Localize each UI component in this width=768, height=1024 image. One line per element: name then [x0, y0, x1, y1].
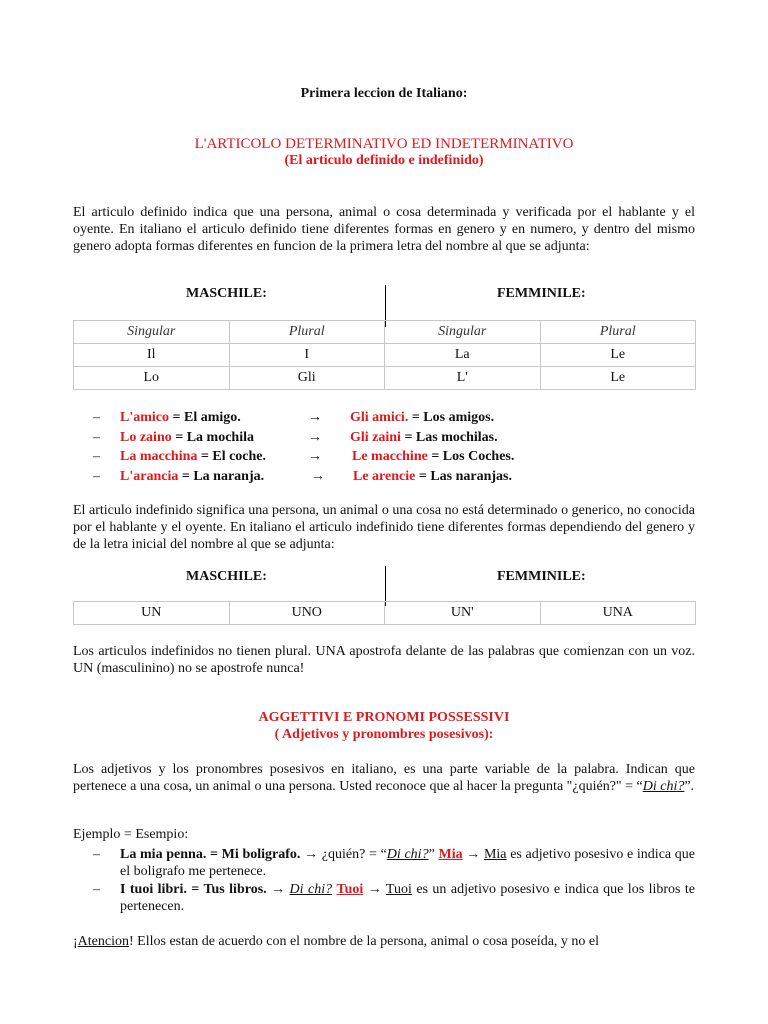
- table-cell: L': [385, 367, 541, 390]
- example-spanish-plural: = Los amigos.: [408, 410, 495, 425]
- example-phrase: La mia penna. = Mi boligrafo.: [120, 847, 301, 862]
- fem-label-indef: FEMMINILE:: [497, 569, 586, 584]
- arrow-icon: →: [462, 847, 484, 862]
- possessive-word: Tuoi: [336, 882, 364, 897]
- arrow-icon: →: [308, 429, 322, 445]
- atencion-word: Atencion: [77, 934, 129, 949]
- quote-close: ”: [428, 847, 439, 862]
- arrow-icon: →: [363, 882, 386, 897]
- section2-intro: [73, 761, 695, 795]
- example-spanish: = El amigo.: [169, 410, 241, 425]
- header-plural-fem: Plural: [540, 321, 696, 344]
- indefinite-articles-table: [73, 601, 696, 625]
- example-question: → ¿quién? = “: [300, 847, 387, 862]
- table-cell: UNA: [540, 602, 696, 625]
- table-cell: UN': [385, 602, 541, 625]
- possessive-word-underlined: Tuoi: [385, 882, 412, 897]
- exclamation-open: ¡: [73, 934, 78, 949]
- definite-articles-table: [73, 320, 696, 390]
- table-cell: La: [385, 344, 541, 367]
- possessive-example-1: [93, 846, 695, 880]
- table-cell: Il: [74, 344, 230, 367]
- section1-subheading: (El articulo definido e indefinido): [284, 153, 484, 168]
- dichi-question: Di chi?: [642, 779, 685, 794]
- example-italian: L'arancia: [120, 468, 179, 484]
- indefinite-note: Los articulos indefinidos no tienen plural. UNA apostrofa delante de las palabras que comienzan con un voz. UN (masculinino) no se apostrofe nunca!: [73, 644, 695, 676]
- example-phrase: I tuoi libri. = Tus libros.: [120, 882, 267, 897]
- page-title: Primera leccion de Italiano:: [300, 86, 468, 101]
- example-italian: Lo zaino: [120, 429, 172, 445]
- header-plural-masc: Plural: [229, 321, 385, 344]
- example-spanish: = El coche.: [197, 449, 267, 464]
- table-cell: UN: [74, 602, 230, 625]
- table-row: [74, 367, 696, 390]
- example-spanish-plural: = Las mochilas.: [400, 429, 498, 445]
- table-cell: Le: [540, 367, 696, 390]
- gender-divider: [385, 566, 386, 606]
- atencion-text: ! Ellos estan de acuerdo con el nombre de la persona, animal o cosa poseída, y no el: [129, 934, 600, 949]
- intro-end: ”.: [684, 779, 695, 794]
- example-spanish: = La naranja.: [178, 468, 265, 484]
- section1-intro: El articulo definido indica que una persona, animal o cosa determinada y verificada por el hablante y el oyente. En italiano el articulo definido tiene diferentes formas en genero y en numero, y dentro del mismo genero adopta formas diferentes en funcion de la primera letra del nombre al que se adjunta:: [73, 205, 695, 254]
- dash-bullet: –: [93, 410, 100, 425]
- arrow-icon: →: [308, 449, 322, 464]
- dichi-question: Di chi?: [386, 847, 429, 862]
- arrow-icon: →: [308, 410, 322, 425]
- indefinite-intro: El articulo indefinido significa una persona, un animal o una cosa no está determinado o generico, no conocida por el hablante y el oyente. En italiano el articulo indefinido tiene diferentes formas dependiendo del genero y de la letra inicial del nombre al que se adjunta:: [73, 503, 695, 552]
- example-italian-plural: Le macchine: [352, 449, 428, 464]
- table-cell: Gli: [229, 367, 385, 390]
- possessive-word-underlined: Mia: [483, 847, 507, 862]
- section2-heading: AGGETTIVI E PRONOMI POSSESSIVI: [258, 710, 510, 725]
- example-italian-plural: Gli zaini: [350, 429, 401, 445]
- example-spanish-plural: = Los Coches.: [427, 449, 515, 464]
- intro-text: Los adjetivos y los pronombres posesivos en italiano, es una parte variable de la palabra. Indican que pertenece a una cosa, un animal o una persona. Usted reconoce que al hacer la pregunta "¿quién?" = “: [73, 762, 695, 794]
- header-singular-fem: Singular: [385, 321, 541, 344]
- masc-label: MASCHILE:: [186, 286, 267, 301]
- example-italian-plural: Gli amici.: [350, 410, 409, 425]
- dash-bullet: –: [93, 882, 100, 897]
- example-explanation: es un adjetivo posesivo e indica que los libros te pertenecen.: [120, 882, 696, 914]
- dash-bullet: –: [93, 429, 100, 445]
- table-cell: I: [229, 344, 385, 367]
- header-singular-masc: Singular: [74, 321, 230, 344]
- dash-bullet: –: [93, 847, 100, 862]
- possessive-example-2: [93, 881, 695, 915]
- table-row: [74, 602, 696, 625]
- table-cell: UNO: [229, 602, 385, 625]
- atencion-paragraph: [73, 933, 695, 950]
- section1-heading: L'ARTICOLO DETERMINATIVO ED INDETERMINATIVO: [194, 136, 574, 152]
- example-italian-plural: Le arencie: [353, 468, 416, 484]
- example-spanish-plural: = Las naranjas.: [415, 468, 513, 484]
- dash-bullet: –: [93, 449, 100, 464]
- fem-label: FEMMINILE:: [497, 286, 586, 301]
- possessive-word: Mia: [438, 847, 463, 862]
- example-explanation: es adjetivo posesivo e indica que el boligrafo me pertenece.: [120, 847, 696, 879]
- arrow-icon: →: [311, 468, 325, 484]
- example-spanish: = La mochila: [171, 429, 254, 445]
- table-cell: Le: [540, 344, 696, 367]
- example-italian: La macchina: [120, 449, 198, 464]
- ejemplo-label: Ejemplo = Esempio:: [73, 827, 189, 842]
- masc-label-indef: MASCHILE:: [186, 569, 267, 584]
- dash-bullet: –: [93, 468, 100, 484]
- example-italian: L'amico: [120, 410, 169, 425]
- dichi-question: Di chi?: [289, 882, 333, 897]
- section2-subheading: ( Adjetivos y pronombres posesivos):: [274, 727, 494, 742]
- table-row: [74, 344, 696, 367]
- table-cell: Lo: [74, 367, 230, 390]
- arrow-icon: →: [266, 882, 290, 897]
